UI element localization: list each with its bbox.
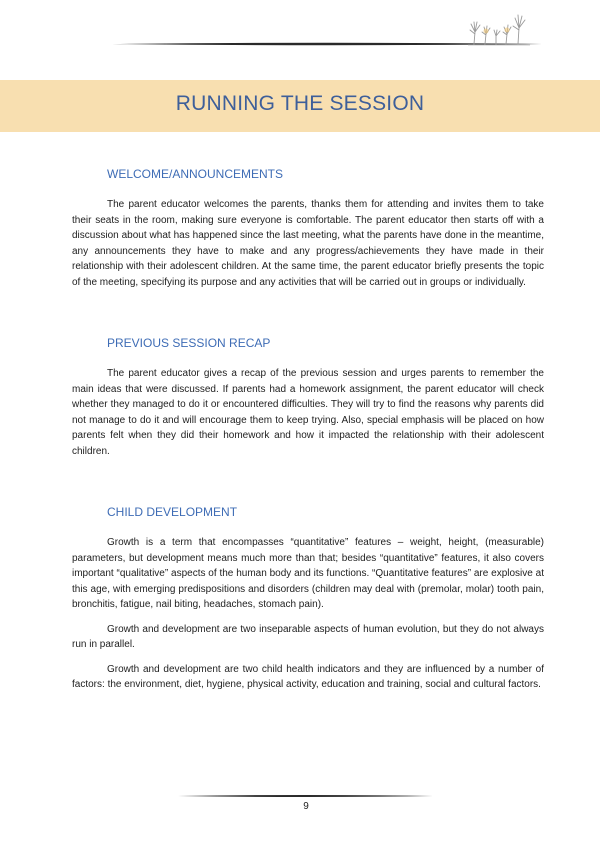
section-welcome-announcements: [72, 166, 544, 290]
body-paragraph: Growth and development are two child health indicators and they are influenced by a number of factors: the environment, diet, hygiene, physical activity, education and training, social and cultural factors.: [72, 663, 544, 690]
section-heading: CHILD DEVELOPMENT: [107, 505, 238, 519]
body-paragraph: Growth and development are two inseparable aspects of human evolution, but they do not always run in parallel.: [72, 623, 544, 650]
page-number: 9: [303, 801, 309, 812]
section-child-development: [72, 504, 544, 693]
footer-divider-line: [178, 793, 433, 799]
document-body: [72, 166, 544, 693]
body-paragraph: The parent educator gives a recap of the previous session and urges parents to remember the main ideas that were discussed. If parents had a homework assignment, the parent educator will check whether they managed to do it or encountered difficulties. They will try to find the reasons why parents did not manage to do it and will encourage them to keep trying. Also, special emphasis will be placed on how parents felt when they did their homework and how it impacted the relationship with their adolescent children.: [72, 368, 544, 457]
section-heading: WELCOME/ANNOUNCEMENTS: [107, 167, 284, 181]
body-paragraph: The parent educator welcomes the parents, thanks them for attending and invites them to take their seats in the room, making sure everyone is comfortable. The parent educator then starts off with a discussion about what has happened since the last meeting, what the parents have done in the meantime, any announcements they have to make and any progress/achievements they have made in their relationship with their adolescent children. At the same time, the parent educator briefly presents the topic of the meeting, specifying its purpose and any activities that will be carried out in groups or individually.: [72, 199, 544, 288]
section-heading: PREVIOUS SESSION RECAP: [107, 336, 271, 350]
body-paragraph: Growth is a term that encompasses “quantitative” features – weight, height, (measurable) parameters, but development means much more than that; besides “quantitative” features, it also covers important “qualitative” aspects of the human body and its functions. “Quantitative features” are explosive at this age, with emerging predispositions and disorders (children may deal with (premolar, molar) tooth pain, bronchitis, fatigue, nail biting, headaches, stomach pain).: [72, 537, 544, 610]
section-previous-session-recap: [72, 335, 544, 459]
raised-hands-icon: [468, 12, 530, 46]
page-title: RUNNING THE SESSION: [175, 92, 425, 115]
